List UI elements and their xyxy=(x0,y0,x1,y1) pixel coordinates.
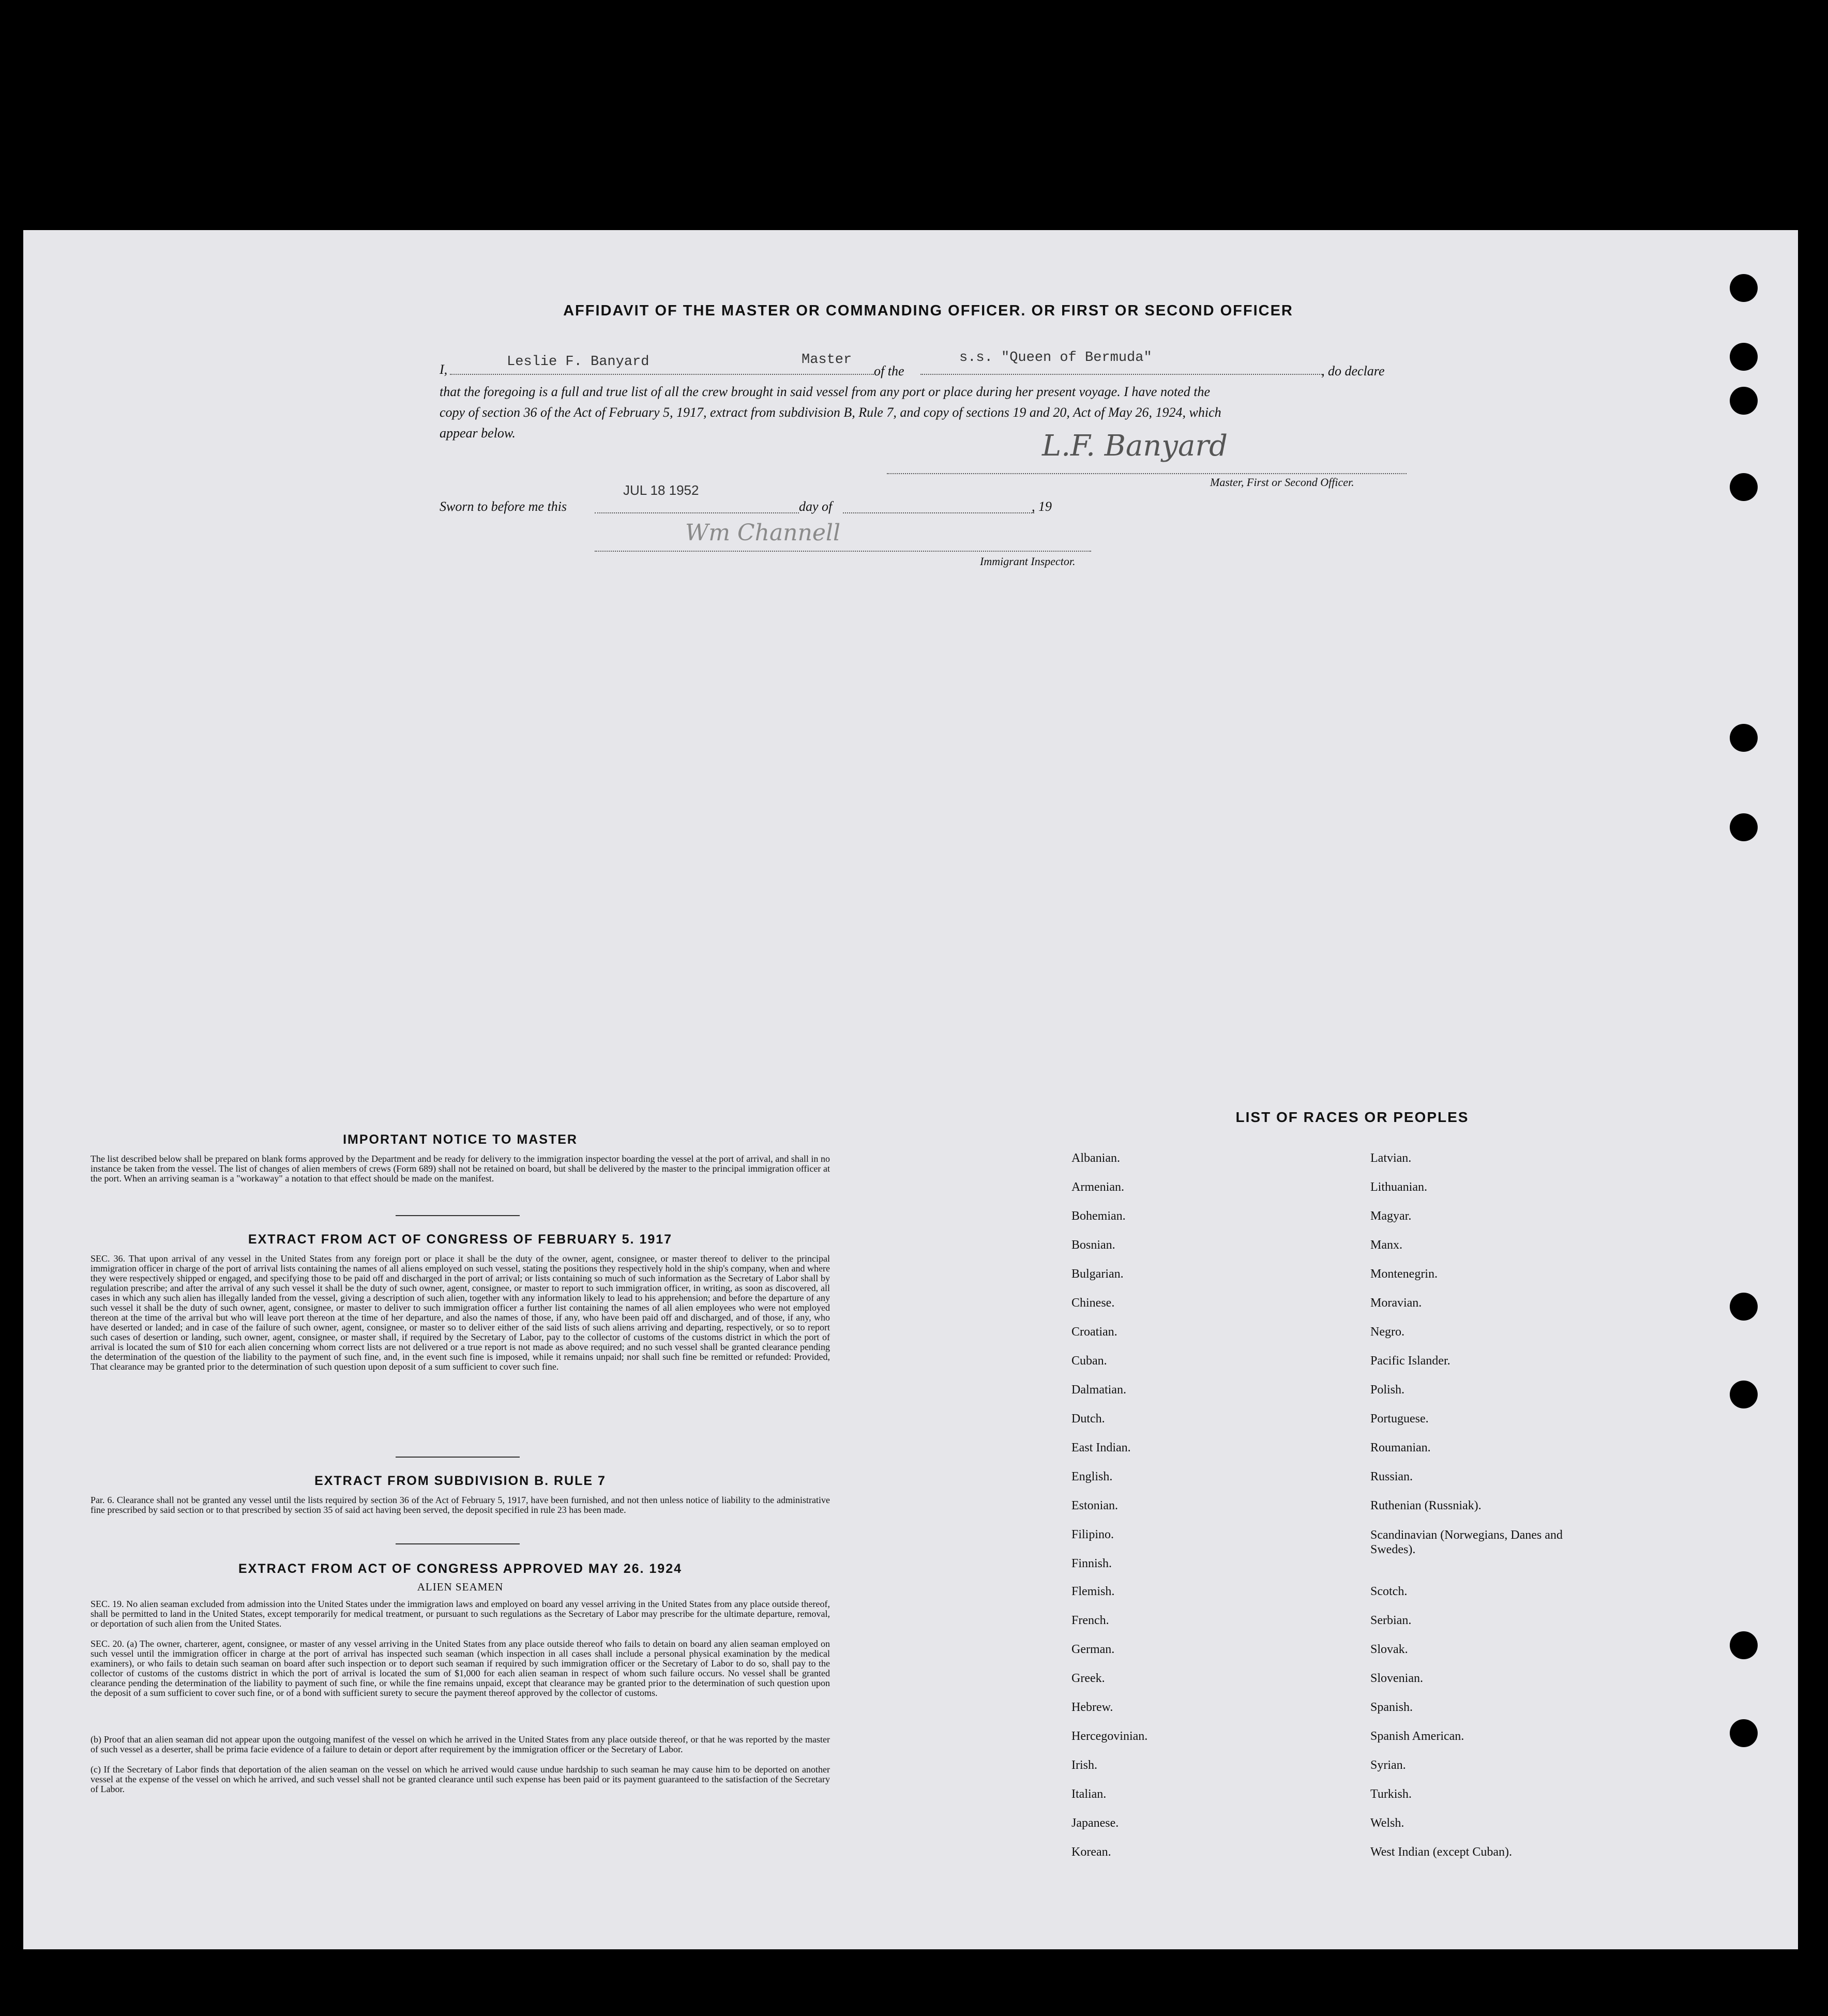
race-right: Lithuanian. xyxy=(1370,1180,1427,1194)
punch-hole xyxy=(1730,343,1758,371)
month-line xyxy=(843,512,1034,513)
sec20b-text: (b) Proof that an alien seaman did not appear upon the outgoing manifest of the vessel on which he arrived in the United States from any place outside thereof, or that he was reported by the master of such vessel as a deserter, shall be prima facie evidence of a failure to detain or deport after requirement by the immigration officer or the Secretary of Labor. xyxy=(90,1734,830,1754)
punch-hole xyxy=(1730,1631,1758,1659)
sec20c-text: (c) If the Secretary of Labor finds that deportation of the alien seaman on the vessel on which he arrived would cause undue hardship to such seaman he may cause him to be deported on another vessel at the expense of the vessel on which he arrived, and such vessel shall not be granted clearance until such expense has been paid or its payment guaranteed to the satisfaction of the Secretary of Labor. xyxy=(90,1764,830,1794)
race-right: Scandinavian (Norwegians, Danes and Swedes). xyxy=(1370,1528,1563,1556)
race-left: Hercegovinian. xyxy=(1071,1730,1148,1743)
affidavit-title: AFFIDAVIT OF THE MASTER OR COMMANDING OFFICER. OR FIRST OR SECOND OFFICER xyxy=(563,302,1293,319)
extract-1924-title: EXTRACT FROM ACT OF CONGRESS APPROVED MAY 26. 1924 xyxy=(238,1562,683,1576)
punch-hole xyxy=(1730,1293,1758,1321)
race-left: German. xyxy=(1071,1643,1115,1656)
race-right: Manx. xyxy=(1370,1238,1402,1252)
divider xyxy=(396,1215,520,1216)
punch-hole xyxy=(1730,473,1758,501)
master-name: Leslie F. Banyard xyxy=(507,354,649,370)
inspector-caption: Immigrant Inspector. xyxy=(980,555,1076,568)
sworn-label: Sworn to before me this xyxy=(440,499,567,514)
race-left: Hebrew. xyxy=(1071,1701,1113,1714)
alien-seamen-subtitle: ALIEN SEAMEN xyxy=(417,1581,504,1593)
race-right: Serbian. xyxy=(1370,1614,1412,1627)
do-declare: , do declare xyxy=(1321,363,1385,378)
race-left: Greek. xyxy=(1071,1672,1105,1685)
race-left: French. xyxy=(1071,1614,1109,1627)
race-left: Bulgarian. xyxy=(1071,1267,1124,1281)
race-left: Flemish. xyxy=(1071,1585,1115,1598)
year-label: , 19 xyxy=(1032,499,1052,514)
race-left: Croatian. xyxy=(1071,1325,1117,1339)
punch-hole xyxy=(1730,1381,1758,1408)
affidavit-body-line2: copy of section 36 of the Act of February 5, 1917, extract from subdivision B, Rule 7, and copy of sections 19 and 20, Act of May 26, 1924, which xyxy=(440,405,1221,420)
race-right: West Indian (except Cuban). xyxy=(1370,1845,1512,1859)
race-left: Italian. xyxy=(1071,1787,1107,1801)
race-left: Korean. xyxy=(1071,1845,1111,1859)
i-label: I, xyxy=(440,362,448,377)
race-right: Portuguese. xyxy=(1370,1412,1429,1426)
race-right: Scotch. xyxy=(1370,1585,1408,1598)
race-right: Montenegrin. xyxy=(1370,1267,1438,1281)
race-left: Bosnian. xyxy=(1071,1238,1115,1252)
race-right: Ruthenian (Russniak). xyxy=(1370,1499,1482,1512)
signature-line xyxy=(887,473,1407,474)
master-signature: L.F. Banyard xyxy=(1042,429,1228,463)
race-left: Cuban. xyxy=(1071,1354,1107,1368)
races-title: LIST OF RACES OR PEOPLES xyxy=(1235,1109,1469,1125)
race-right: Moravian. xyxy=(1370,1296,1422,1310)
sec20a-text: SEC. 20. (a) The owner, charterer, agent, consignee, or master of any vessel arriving in the United States from any place outside thereof who fails to detain on board any alien seaman employed on such vessel until the immigration officer in charge at the port of arrival has inspected such seaman (which inspection in all cases shall include a personal physical examination by the medical examiners), or who fails to detain such seaman on board after such inspection or to deport such seaman if required by such immigration officer or the Secretary of Labor to do so, shall pay to the collector of customs of the customs district in which the port of arrival is located the sum of $1,000 for each alien seaman in respect of whom such failure occurs. No vessel shall be granted clearance pending the determination of the liability to payment of such fine, or while the fine remains unpaid, except that clearance may be granted prior to the determination of such question upon the deposit of a sum sufficient to cover such fine, or of a bond with sufficient surety to secure the payment thereof approved by the collector of customs. xyxy=(90,1639,830,1698)
signature-caption: Master, First or Second Officer. xyxy=(1210,476,1354,489)
punch-hole xyxy=(1730,387,1758,415)
race-right: Turkish. xyxy=(1370,1787,1412,1801)
document-sheet xyxy=(23,230,1798,1949)
race-right: Roumanian. xyxy=(1370,1441,1431,1454)
race-left: Armenian. xyxy=(1071,1180,1124,1194)
race-right: Slovak. xyxy=(1370,1643,1408,1656)
vessel-name: s.s. "Queen of Bermuda" xyxy=(959,350,1152,366)
race-left: Dalmatian. xyxy=(1071,1383,1126,1397)
race-right: Russian. xyxy=(1370,1470,1413,1483)
race-left: Dutch. xyxy=(1071,1412,1105,1426)
race-right: Negro. xyxy=(1370,1325,1404,1339)
of-the-label: of the xyxy=(874,363,904,378)
race-left: Filipino. xyxy=(1071,1528,1114,1541)
affidavit-body-line3: appear below. xyxy=(440,426,516,441)
day-line xyxy=(595,512,799,513)
affidavit-body-line1: that the foregoing is a full and true list of all the crew brought in said vessel from any port or place during her present voyage. I have noted the xyxy=(440,384,1210,399)
race-right: Welsh. xyxy=(1370,1816,1404,1830)
race-left: Japanese. xyxy=(1071,1816,1119,1830)
race-left: Irish. xyxy=(1071,1759,1097,1772)
extract-1917-title: EXTRACT FROM ACT OF CONGRESS OF FEBRUARY 5. 1917 xyxy=(248,1232,673,1247)
race-right: Spanish American. xyxy=(1370,1730,1464,1743)
race-right: Polish. xyxy=(1370,1383,1405,1397)
date-stamp: JUL 18 1952 xyxy=(623,482,699,498)
race-right: Slovenian. xyxy=(1370,1672,1423,1685)
punch-hole xyxy=(1730,274,1758,302)
notice-title: IMPORTANT NOTICE TO MASTER xyxy=(343,1132,578,1147)
race-left: Bohemian. xyxy=(1071,1209,1126,1223)
race-right: Magyar. xyxy=(1370,1209,1412,1223)
extract-1917-text: SEC. 36. That upon arrival of any vessel in the United States from any foreign port or place it shall be the duty of the owner, agent, consignee, or master thereof to deliver to the principal immigration officer in charge of the port of arrival lists containing the names of all aliens employed on such vessel, stating the positions they respectively hold in the ship's company, when and where they were respectively shipped or engaged, and specifying those to be paid off and discharged in the port of arrival; or lists containing so much of such information as the Secretary of Labor shall by regulation prescribe; and after the arrival of any such vessel it shall be the duty of such owner, agent, consignee, or master to report to such immigration officer, in writing, as soon as discovered, all cases in which any such alien has illegally landed from the vessel, giving a description of such alien, together with any information likely to lead to his apprehension; and before the departure of any such vessel it shall be the duty of such owner, agent, consignee, or master to deliver to such immigration officer a further list containing the names of all alien employees who were not employed thereon at the time of the arrival but who will leave port thereon at the time of her departure, and also the names of those, if any, who have been paid off and discharged, and of those, if any, who have deserted or landed; and in case of the failure of such owner, agent, consignee, or master so to deliver either of the said lists of such aliens arriving and departing, respectively, or so to report such cases of desertion or landing, such owner, agent, consignee, or master shall, if required by the Secretary of Labor, pay to the collector of customs of the customs district in which the port of arrival is located the sum of $10 for each alien concerning whom correct lists are not delivered or a true report is not made as above required; and no such vessel shall be granted clearance pending the determination of the question of the liability to the payment of such fine, and, in the event such fine is imposed, while it remains unpaid; nor shall such fine be remitted or refunded: Provided, That clearance may be granted prior to the determination of such question upon deposit of a sum sufficient to cover such fine. xyxy=(90,1253,830,1372)
race-left: Estonian. xyxy=(1071,1499,1118,1512)
race-left: Albanian. xyxy=(1071,1151,1120,1165)
race-right: Latvian. xyxy=(1370,1151,1412,1165)
inspector-signature: Wm Channell xyxy=(685,520,841,546)
race-left: Chinese. xyxy=(1071,1296,1115,1310)
divider xyxy=(396,1543,520,1544)
race-right: Syrian. xyxy=(1370,1759,1406,1772)
race-left: East Indian. xyxy=(1071,1441,1131,1454)
inspector-line xyxy=(595,551,1091,552)
race-left: Finnish. xyxy=(1071,1557,1112,1570)
punch-hole xyxy=(1730,1719,1758,1747)
divider xyxy=(396,1457,520,1458)
name-underline xyxy=(450,374,874,375)
race-right: Pacific Islander. xyxy=(1370,1354,1451,1368)
rule7-title: EXTRACT FROM SUBDIVISION B. RULE 7 xyxy=(314,1474,606,1488)
sec19-text: SEC. 19. No alien seaman excluded from admission into the United States under the immigration laws and employed on board any vessel arriving in the United States from any place outside thereof, shall be permitted to land in the United States, except temporarily for medical treatment, or pursuant to such regulations as the Secretary of Labor may prescribe for the ultimate departure, removal, or deportation of such alien from the United States. xyxy=(90,1599,830,1629)
race-right: Spanish. xyxy=(1370,1701,1413,1714)
rule7-text: Par. 6. Clearance shall not be granted any vessel until the lists required by section 36 of the Act of February 5, 1917, have been furnished, and not then unless notice of liability to the administrative fine prescribed by said section or to that prescribed by section 35 of said act having been served, the deposit specified in rule 23 has been made. xyxy=(90,1495,830,1515)
vessel-underline xyxy=(920,374,1324,375)
day-of-label: day of xyxy=(799,499,833,514)
notice-text: The list described below shall be prepared on blank forms approved by the Department and be ready for delivery to the immigration inspector boarding the vessel at the port of arrival, and shall in no instance be taken from the vessel. The list of changes of alien members of crews (Form 689) shall not be retained on board, but shall be delivered by the master to the principal immigration officer at the port. When an arriving seaman is a "workaway" a notation to that effect should be made on the manifest. xyxy=(90,1154,830,1184)
race-left: English. xyxy=(1071,1470,1113,1483)
master-rank: Master xyxy=(802,352,852,368)
punch-hole xyxy=(1730,813,1758,841)
punch-hole xyxy=(1730,724,1758,752)
